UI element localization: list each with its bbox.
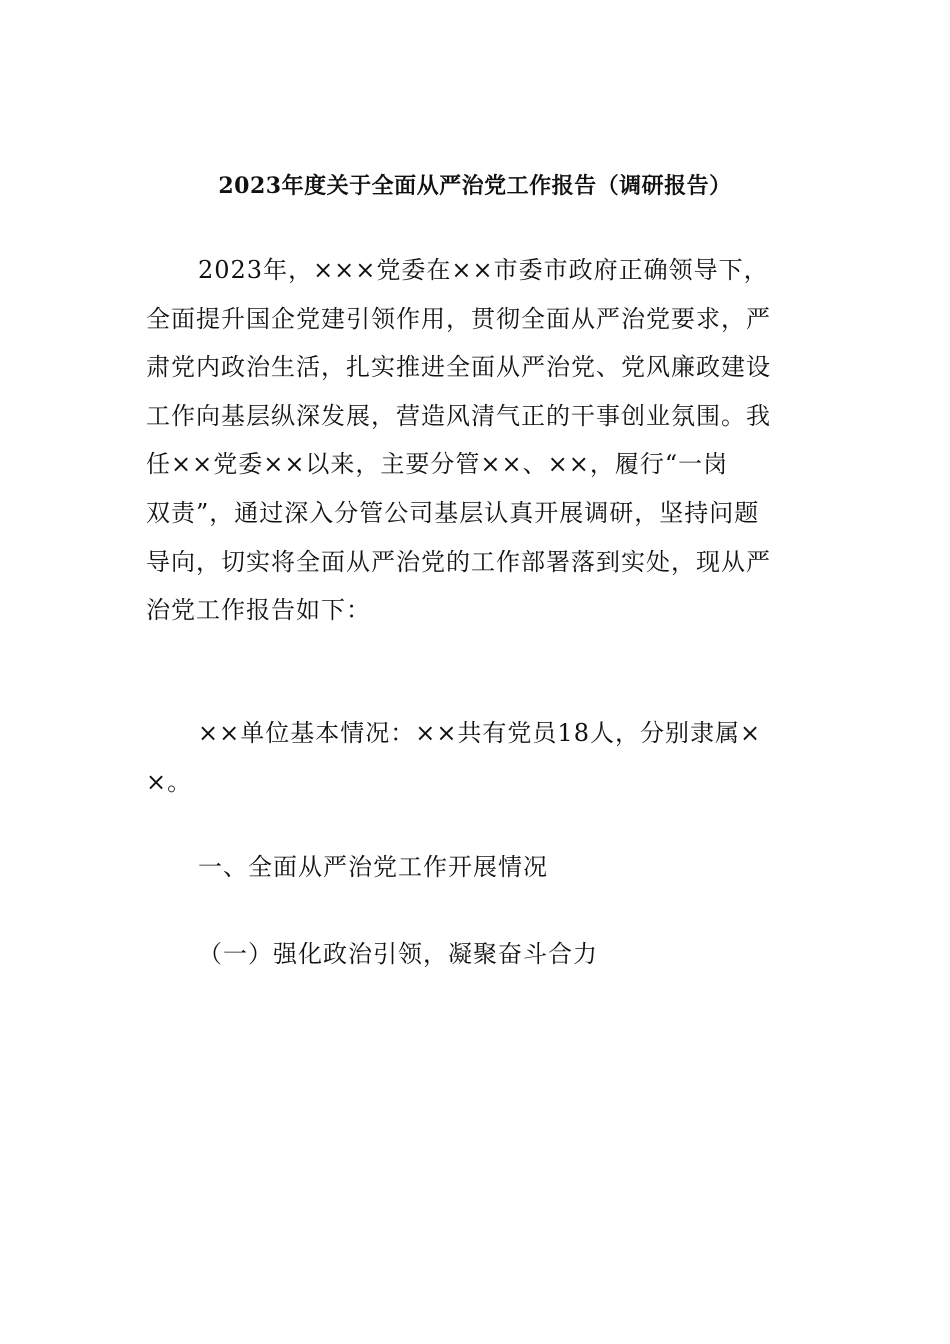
paragraph-line: 2023年，×××党委在××市委市政府正确领导下， (198, 256, 769, 284)
document-title: 2023年度关于全面从严治党工作报告（调研报告） (218, 173, 732, 199)
unit-info-paragraph (146, 709, 806, 806)
paragraph-line: ××单位基本情况：××共有党员18人，分别隶属× (198, 719, 762, 747)
paragraph-line: 全面提升国企党建引领作用，贯彻全面从严治党要求，严 (146, 304, 771, 333)
paragraph-line: ×。 (146, 767, 193, 796)
section-heading: 一、全面从严治党工作开展情况 (198, 853, 548, 881)
paragraph-line: 肃党内政治生活，扎实推进全面从严治党、党风廉政建设 (146, 353, 771, 382)
intro-paragraph (146, 246, 806, 635)
paragraph-line: 任××党委××以来，主要分管××、××，履行“一岗 (146, 450, 729, 479)
subsection-heading: （一）强化政治引领，凝聚奋斗合力 (198, 940, 598, 968)
paragraph-line: 工作向基层纵深发展，营造风清气正的干事创业氛围。我 (146, 401, 771, 430)
paragraph-line: 导向，切实将全面从严治党的工作部署落到实处，现从严 (146, 547, 771, 576)
paragraph-line: 治党工作报告如下： (146, 596, 371, 625)
paragraph-line: 双责”，通过深入分管公司基层认真开展调研，坚持问题 (146, 498, 760, 527)
